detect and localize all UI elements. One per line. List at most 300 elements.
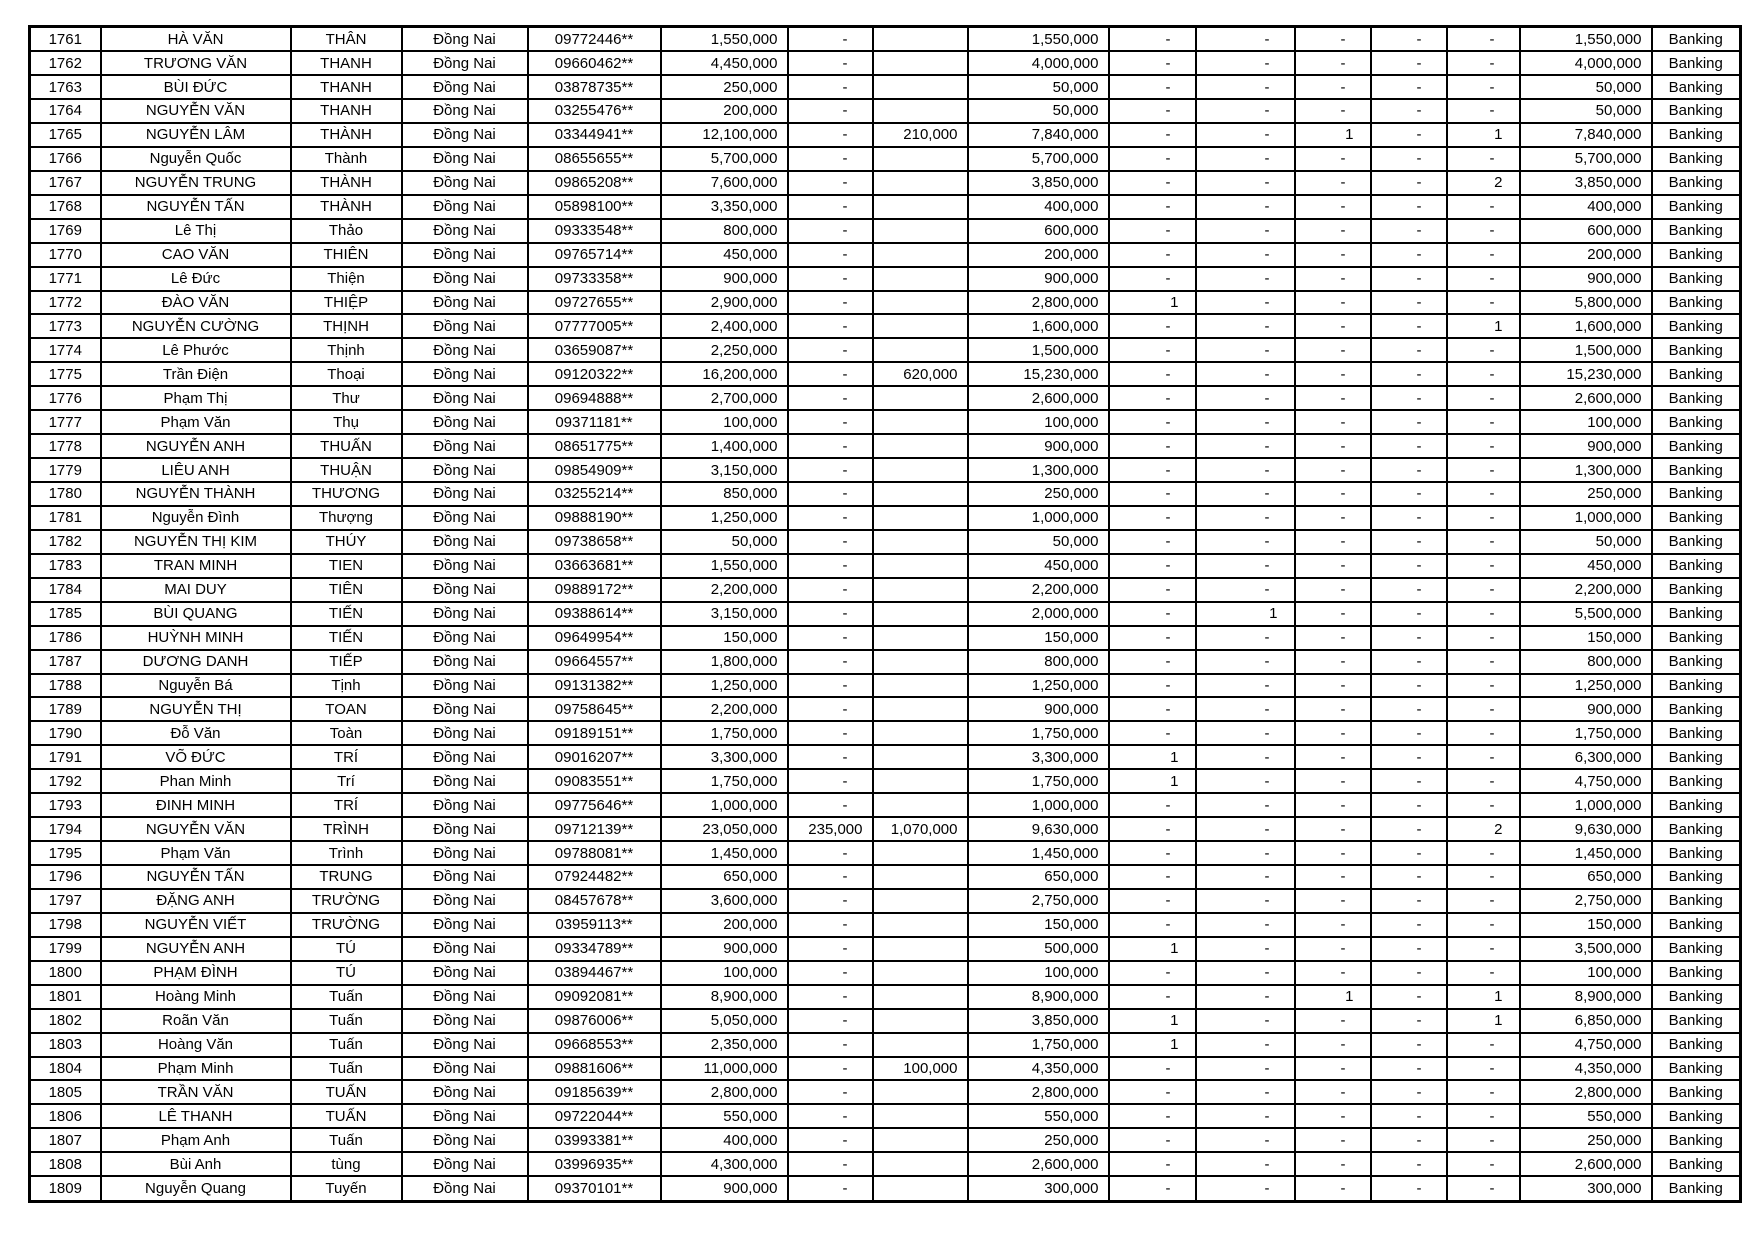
cell-amount-total: 150,000 [1520,626,1652,650]
cell-given-name: THÚY [291,530,402,554]
cell-count-3: - [1295,171,1371,195]
cell-phone-masked: 09649954** [528,626,661,650]
cell-phone-masked: 08457678** [528,889,661,913]
cell-name-prefix: NGUYỄN TẤN [101,865,291,889]
cell-count-1: - [1109,243,1196,267]
cell-phone-masked: 09772446** [528,27,661,52]
cell-count-4: - [1371,745,1447,769]
cell-count-2: - [1196,1080,1295,1104]
cell-given-name: Tuấn [291,1128,402,1152]
cell-count-1: - [1109,1057,1196,1081]
cell-province: Đồng Nai [402,626,528,650]
cell-amount-total: 4,000,000 [1520,51,1652,75]
cell-amount-1: 8,900,000 [661,985,788,1009]
cell-amount-4: 900,000 [968,267,1109,291]
cell-count-1: - [1109,1128,1196,1152]
cell-count-5: - [1447,434,1520,458]
cell-count-4: - [1371,913,1447,937]
cell-count-1: - [1109,554,1196,578]
cell-amount-3 [873,865,968,889]
cell-given-name: TRUNG [291,865,402,889]
cell-count-1: - [1109,123,1196,147]
cell-count-3: - [1295,602,1371,626]
cell-province: Đồng Nai [402,314,528,338]
cell-count-3: - [1295,745,1371,769]
cell-count-2: 1 [1196,602,1295,626]
cell-amount-1: 100,000 [661,410,788,434]
cell-amount-4: 2,750,000 [968,889,1109,913]
cell-phone-masked: 09370101** [528,1176,661,1201]
cell-name-prefix: Phan Minh [101,769,291,793]
cell-channel: Banking [1652,267,1741,291]
cell-row-number: 1788 [30,674,101,698]
cell-channel: Banking [1652,889,1741,913]
cell-count-1: - [1109,889,1196,913]
cell-channel: Banking [1652,482,1741,506]
cell-phone-masked: 03959113** [528,913,661,937]
cell-count-4: - [1371,147,1447,171]
table-row [30,985,1741,1009]
cell-name-prefix: Nguyễn Bá [101,674,291,698]
cell-amount-2: - [788,745,873,769]
cell-count-5: - [1447,1033,1520,1057]
cell-amount-4: 1,600,000 [968,314,1109,338]
cell-row-number: 1769 [30,219,101,243]
cell-given-name: TRÌNH [291,817,402,841]
cell-amount-1: 1,250,000 [661,674,788,698]
cell-count-4: - [1371,506,1447,530]
cell-count-5: - [1447,530,1520,554]
cell-count-2: - [1196,51,1295,75]
cell-province: Đồng Nai [402,745,528,769]
table-row [30,267,1741,291]
cell-row-number: 1800 [30,961,101,985]
cell-amount-3 [873,554,968,578]
cell-name-prefix: NGUYỄN VĂN [101,817,291,841]
table-row [30,75,1741,99]
cell-count-3: - [1295,482,1371,506]
cell-amount-4: 100,000 [968,961,1109,985]
cell-given-name: TÚ [291,937,402,961]
cell-amount-4: 9,630,000 [968,817,1109,841]
cell-channel: Banking [1652,913,1741,937]
cell-count-1: - [1109,147,1196,171]
cell-count-4: - [1371,195,1447,219]
cell-amount-3 [873,171,968,195]
cell-count-5: - [1447,889,1520,913]
cell-amount-4: 2,800,000 [968,291,1109,315]
cell-amount-3 [873,650,968,674]
cell-amount-4: 1,500,000 [968,338,1109,362]
cell-count-4: - [1371,1152,1447,1176]
table-row [30,291,1741,315]
cell-name-prefix: TRẦN VĂN [101,1080,291,1104]
table-row [30,147,1741,171]
cell-province: Đồng Nai [402,482,528,506]
cell-amount-3 [873,27,968,52]
cell-amount-total: 5,500,000 [1520,602,1652,626]
cell-given-name: TRÍ [291,745,402,769]
cell-count-2: - [1196,1033,1295,1057]
cell-amount-2: - [788,1176,873,1201]
cell-phone-masked: 09388614** [528,602,661,626]
cell-amount-total: 300,000 [1520,1176,1652,1201]
cell-count-3: - [1295,314,1371,338]
cell-count-2: - [1196,410,1295,434]
cell-given-name: THANH [291,51,402,75]
cell-amount-total: 1,500,000 [1520,338,1652,362]
cell-amount-3 [873,267,968,291]
table-row [30,1104,1741,1128]
cell-phone-masked: 09694888** [528,386,661,410]
cell-given-name: Toàn [291,721,402,745]
cell-name-prefix: NGUYỄN VĂN [101,99,291,123]
cell-amount-1: 900,000 [661,937,788,961]
cell-phone-masked: 09727655** [528,291,661,315]
cell-channel: Banking [1652,865,1741,889]
cell-count-4: - [1371,530,1447,554]
table-row [30,51,1741,75]
cell-phone-masked: 09876006** [528,1009,661,1033]
cell-province: Đồng Nai [402,27,528,52]
cell-amount-total: 600,000 [1520,219,1652,243]
cell-count-1: - [1109,1104,1196,1128]
cell-count-2: - [1196,1176,1295,1201]
cell-amount-total: 6,300,000 [1520,745,1652,769]
cell-channel: Banking [1652,1128,1741,1152]
cell-count-4: - [1371,578,1447,602]
cell-given-name: THUẤN [291,434,402,458]
cell-count-2: - [1196,434,1295,458]
cell-amount-4: 1,250,000 [968,674,1109,698]
cell-province: Đồng Nai [402,219,528,243]
cell-amount-total: 1,250,000 [1520,674,1652,698]
cell-phone-masked: 03894467** [528,961,661,985]
table-row [30,1080,1741,1104]
cell-phone-masked: 09083551** [528,769,661,793]
cell-phone-masked: 03255214** [528,482,661,506]
records-body [30,27,1741,1202]
cell-province: Đồng Nai [402,793,528,817]
cell-count-1: - [1109,362,1196,386]
cell-amount-total: 900,000 [1520,697,1652,721]
cell-amount-2: - [788,889,873,913]
cell-given-name: Thành [291,147,402,171]
cell-name-prefix: Lê Phước [101,338,291,362]
records-table [28,25,1742,1203]
cell-row-number: 1775 [30,362,101,386]
cell-amount-4: 1,750,000 [968,769,1109,793]
cell-amount-total: 7,840,000 [1520,123,1652,147]
cell-amount-total: 1,000,000 [1520,506,1652,530]
cell-channel: Banking [1652,1009,1741,1033]
cell-amount-2: - [788,99,873,123]
cell-row-number: 1804 [30,1057,101,1081]
cell-name-prefix: TRAN MINH [101,554,291,578]
cell-amount-2: - [788,578,873,602]
cell-given-name: Tuyến [291,1176,402,1201]
table-row [30,650,1741,674]
cell-count-2: - [1196,626,1295,650]
cell-count-1: - [1109,817,1196,841]
cell-amount-4: 2,200,000 [968,578,1109,602]
cell-amount-1: 850,000 [661,482,788,506]
cell-name-prefix: NGUYỄN TRUNG [101,171,291,195]
cell-amount-2: - [788,769,873,793]
cell-count-2: - [1196,1128,1295,1152]
cell-amount-3 [873,147,968,171]
cell-province: Đồng Nai [402,650,528,674]
cell-count-5: - [1447,458,1520,482]
cell-amount-3 [873,937,968,961]
cell-amount-3 [873,291,968,315]
cell-count-5: - [1447,674,1520,698]
cell-count-2: - [1196,338,1295,362]
cell-channel: Banking [1652,99,1741,123]
cell-amount-3 [873,482,968,506]
cell-phone-masked: 09888190** [528,506,661,530]
cell-given-name: TIẾN [291,602,402,626]
cell-amount-2: - [788,1033,873,1057]
table-row [30,602,1741,626]
cell-count-5: - [1447,362,1520,386]
cell-province: Đồng Nai [402,913,528,937]
table-row [30,362,1741,386]
cell-name-prefix: VÕ ĐỨC [101,745,291,769]
cell-count-4: - [1371,937,1447,961]
cell-row-number: 1789 [30,697,101,721]
cell-phone-masked: 03993381** [528,1128,661,1152]
table-row [30,793,1741,817]
cell-name-prefix: Phạm Văn [101,841,291,865]
table-row [30,1033,1741,1057]
cell-amount-1: 1,750,000 [661,769,788,793]
cell-amount-1: 200,000 [661,99,788,123]
cell-count-3: - [1295,697,1371,721]
cell-amount-3 [873,51,968,75]
cell-count-2: - [1196,386,1295,410]
cell-name-prefix: ĐÀO VĂN [101,291,291,315]
cell-count-4: - [1371,75,1447,99]
cell-name-prefix: ĐINH MINH [101,793,291,817]
cell-count-1: - [1109,530,1196,554]
cell-count-2: - [1196,745,1295,769]
cell-given-name: THÂN [291,27,402,52]
cell-amount-1: 3,300,000 [661,745,788,769]
cell-name-prefix: Nguyễn Đình [101,506,291,530]
cell-given-name: THIÊN [291,243,402,267]
cell-count-2: - [1196,769,1295,793]
cell-given-name: Tuấn [291,1057,402,1081]
cell-amount-total: 100,000 [1520,410,1652,434]
cell-channel: Banking [1652,937,1741,961]
cell-count-4: - [1371,626,1447,650]
cell-count-4: - [1371,602,1447,626]
cell-amount-total: 1,550,000 [1520,27,1652,52]
cell-amount-2: - [788,865,873,889]
cell-name-prefix: LIÊU ANH [101,458,291,482]
cell-amount-4: 100,000 [968,410,1109,434]
cell-row-number: 1796 [30,865,101,889]
table-row [30,482,1741,506]
cell-amount-2: - [788,195,873,219]
cell-province: Đồng Nai [402,937,528,961]
cell-amount-total: 1,750,000 [1520,721,1652,745]
cell-name-prefix: LÊ THANH [101,1104,291,1128]
cell-count-1: - [1109,961,1196,985]
cell-row-number: 1801 [30,985,101,1009]
cell-given-name: THANH [291,99,402,123]
table-row [30,410,1741,434]
cell-name-prefix: Lê Đức [101,267,291,291]
cell-province: Đồng Nai [402,99,528,123]
cell-count-5: - [1447,51,1520,75]
cell-count-5: - [1447,841,1520,865]
cell-count-4: - [1371,51,1447,75]
cell-amount-4: 600,000 [968,219,1109,243]
cell-count-3: - [1295,769,1371,793]
cell-count-5: - [1447,338,1520,362]
cell-count-2: - [1196,1009,1295,1033]
cell-amount-total: 2,750,000 [1520,889,1652,913]
cell-amount-total: 1,600,000 [1520,314,1652,338]
cell-amount-4: 50,000 [968,99,1109,123]
cell-count-4: - [1371,99,1447,123]
cell-channel: Banking [1652,410,1741,434]
cell-amount-4: 50,000 [968,530,1109,554]
cell-count-2: - [1196,554,1295,578]
cell-count-1: - [1109,75,1196,99]
table-row [30,338,1741,362]
table-row [30,745,1741,769]
cell-amount-total: 3,500,000 [1520,937,1652,961]
cell-amount-4: 15,230,000 [968,362,1109,386]
cell-count-4: - [1371,171,1447,195]
cell-given-name: TUẤN [291,1080,402,1104]
cell-row-number: 1762 [30,51,101,75]
cell-amount-1: 900,000 [661,1176,788,1201]
cell-count-1: - [1109,721,1196,745]
cell-count-4: - [1371,338,1447,362]
cell-count-1: - [1109,697,1196,721]
cell-amount-2: - [788,243,873,267]
cell-amount-2: - [788,1128,873,1152]
cell-count-5: - [1447,1176,1520,1201]
cell-amount-2: - [788,841,873,865]
cell-amount-1: 2,700,000 [661,386,788,410]
cell-channel: Banking [1652,314,1741,338]
cell-amount-1: 2,200,000 [661,697,788,721]
cell-phone-masked: 09738658** [528,530,661,554]
cell-given-name: tùng [291,1152,402,1176]
cell-row-number: 1790 [30,721,101,745]
cell-count-2: - [1196,650,1295,674]
cell-phone-masked: 09889172** [528,578,661,602]
cell-amount-3 [873,745,968,769]
cell-count-4: - [1371,362,1447,386]
cell-row-number: 1777 [30,410,101,434]
cell-amount-4: 4,350,000 [968,1057,1109,1081]
cell-row-number: 1768 [30,195,101,219]
cell-row-number: 1791 [30,745,101,769]
cell-amount-4: 800,000 [968,650,1109,674]
cell-count-3: - [1295,578,1371,602]
cell-row-number: 1785 [30,602,101,626]
cell-amount-total: 1,300,000 [1520,458,1652,482]
cell-amount-4: 5,700,000 [968,147,1109,171]
table-row [30,99,1741,123]
cell-amount-2: - [788,506,873,530]
cell-amount-total: 200,000 [1520,243,1652,267]
cell-count-3: - [1295,1057,1371,1081]
cell-province: Đồng Nai [402,171,528,195]
table-row [30,1009,1741,1033]
cell-row-number: 1795 [30,841,101,865]
cell-amount-3 [873,99,968,123]
cell-given-name: TRÍ [291,793,402,817]
cell-count-4: - [1371,482,1447,506]
cell-count-3: - [1295,817,1371,841]
table-row [30,219,1741,243]
cell-amount-1: 1,450,000 [661,841,788,865]
cell-channel: Banking [1652,602,1741,626]
cell-count-1: - [1109,434,1196,458]
cell-amount-2: - [788,1152,873,1176]
cell-count-5: - [1447,410,1520,434]
cell-amount-2: - [788,219,873,243]
table-row [30,674,1741,698]
cell-amount-3 [873,219,968,243]
cell-phone-masked: 03255476** [528,99,661,123]
table-row [30,697,1741,721]
cell-phone-masked: 09333548** [528,219,661,243]
cell-amount-2: - [788,913,873,937]
cell-province: Đồng Nai [402,985,528,1009]
cell-channel: Banking [1652,769,1741,793]
cell-count-1: - [1109,865,1196,889]
table-row [30,626,1741,650]
cell-amount-total: 900,000 [1520,434,1652,458]
cell-amount-4: 50,000 [968,75,1109,99]
cell-count-5: - [1447,1128,1520,1152]
cell-given-name: THÀNH [291,123,402,147]
cell-row-number: 1809 [30,1176,101,1201]
cell-count-3: - [1295,410,1371,434]
cell-channel: Banking [1652,578,1741,602]
cell-given-name: Thiện [291,267,402,291]
cell-amount-1: 200,000 [661,913,788,937]
cell-name-prefix: BÙI QUANG [101,602,291,626]
cell-amount-2: - [788,1009,873,1033]
cell-province: Đồng Nai [402,1080,528,1104]
cell-amount-1: 2,800,000 [661,1080,788,1104]
cell-amount-total: 650,000 [1520,865,1652,889]
cell-amount-3 [873,1080,968,1104]
cell-amount-2: 235,000 [788,817,873,841]
cell-count-4: - [1371,123,1447,147]
cell-amount-total: 400,000 [1520,195,1652,219]
cell-amount-4: 3,300,000 [968,745,1109,769]
cell-count-3: - [1295,626,1371,650]
cell-amount-2: - [788,530,873,554]
cell-amount-4: 1,750,000 [968,1033,1109,1057]
table-row [30,386,1741,410]
cell-amount-2: - [788,1057,873,1081]
cell-province: Đồng Nai [402,195,528,219]
cell-count-3: - [1295,1176,1371,1201]
cell-count-4: - [1371,817,1447,841]
cell-amount-total: 1,450,000 [1520,841,1652,865]
